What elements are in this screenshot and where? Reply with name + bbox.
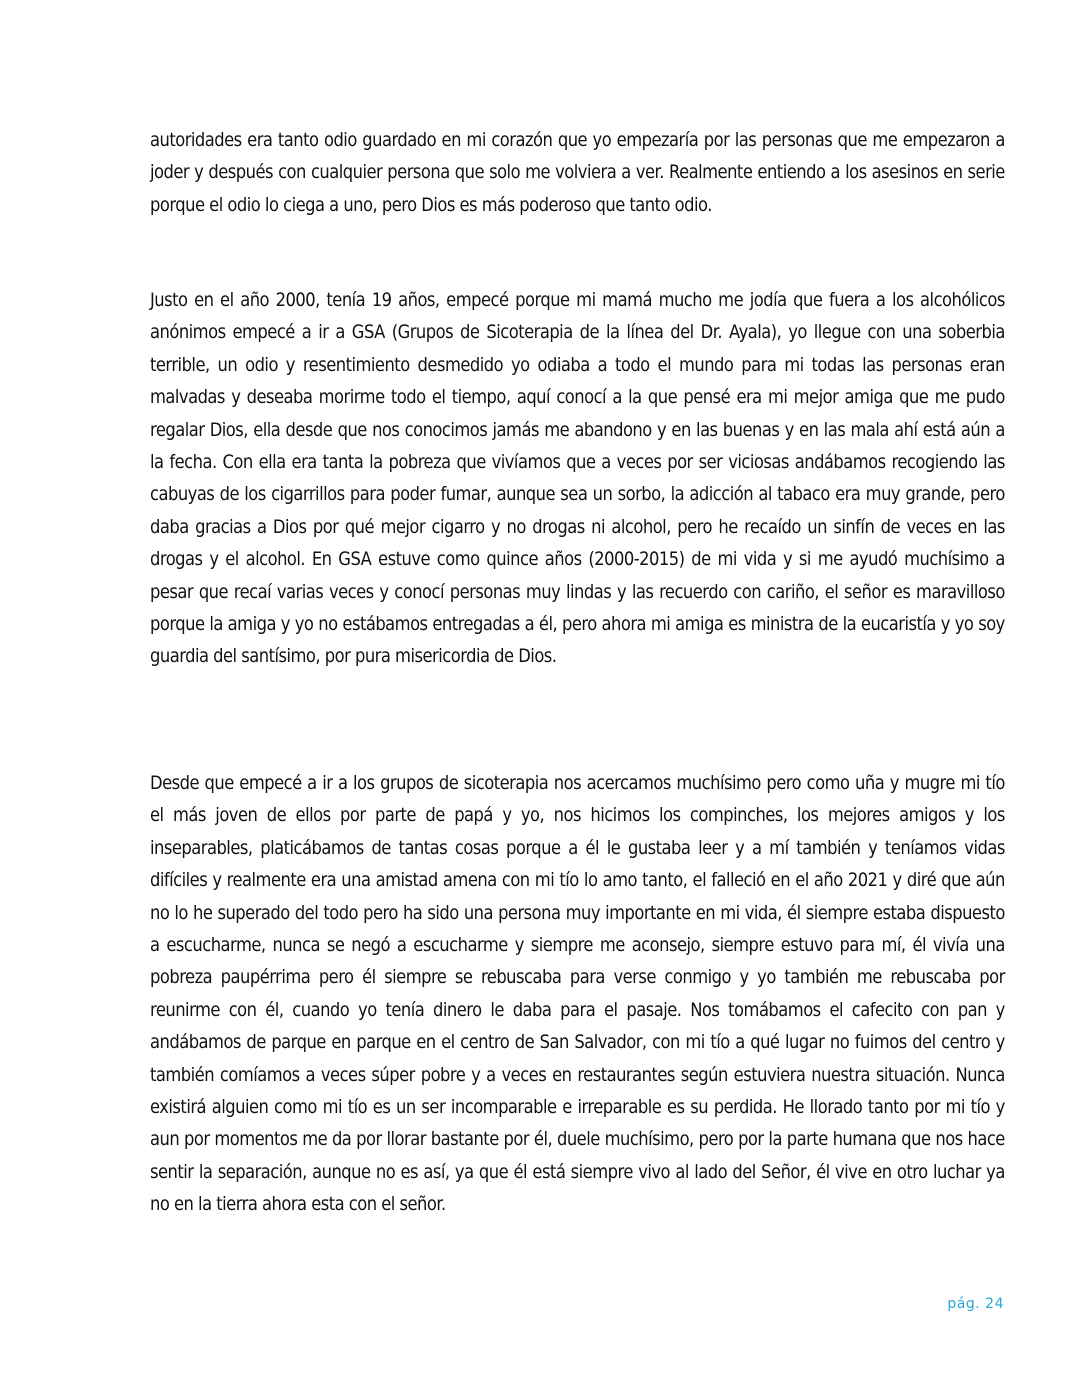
page-number: pág. 24 [947, 1296, 1004, 1312]
paragraph-2: Justo en el año 2000, tenía 19 años, empecé porque mi mamá mucho me jodía que fuera a los alcohólicos anónimos empecé a ir a GSA (Grupos de Sicoterapia de la línea del Dr. Ayala), yo llegue con una soberbia terrible, un odio y resentimiento desmedido yo odiaba a todo el mundo para mi todas las personas eran malvadas y deseaba morirme todo el tiempo, aquí conocí a la que pensé era mi mejor amiga que me pudo regalar Dios, ella desde que nos conocimos jamás me abandono y en las buenas y en las mala ahí está aún a la fecha. Con ella era tanta la pobreza que vivíamos que a veces por ser viciosas andábamos recogiendo las cabuyas de los cigarrillos para poder fumar, aunque sea un sorbo, la adicción al tabaco era muy grande, pero daba gracias a Dios por qué mejor cigarro y no drogas ni alcohol, pero he recaído un sinfín de veces en las drogas y el alcohol. En GSA estuve como quince años (2000-2015) de mi vida y si me ayudó muchísimo a pesar que recaí varias veces y conocí personas muy lindas y las recuerdo con cariño, el señor es maravilloso porque la amiga y yo no estábamos entregadas a él, pero ahora mi amiga es ministra de la eucaristía y yo soy guardia del santísimo, por pura misericordia de Dios. [150, 289, 1005, 668]
paragraph-1: autoridades era tanto odio guardado en mi corazón que yo empezaría por las personas que me empezaron a joder y después con cualquier persona que solo me volviera a ver. Realmente entiendo a los asesinos en serie porque el odio lo ciega a uno, pero Dios es más poderoso que tanto odio. [150, 129, 1005, 216]
paragraph-3: Desde que empecé a ir a los grupos de sicoterapia nos acercamos muchísimo pero como uña y mugre mi tío el más joven de ellos por parte de papá y yo, nos hicimos los compinches, los mejores amigos y los inseparables, platicábamos de tantas cosas porque a él le gustaba leer y a mí también y teníamos vidas difíciles y realmente era una amistad amena con mi tío lo amo tanto, el falleció en el año 2021 y diré que aún no lo he superado del todo pero ha sido una persona muy importante en mi vida, él siempre estaba dispuesto a escucharme, nunca se negó a escucharme y siempre me aconsejo, siempre estuvo para mí, él vivía una pobreza paupérrima pero él siempre se rebuscaba para verse conmigo y yo también me rebuscaba por reunirme con él, cuando yo tenía dinero le daba para el pasaje. Nos tomábamos el cafecito con pan y andábamos de parque en parque en el centro de San Salvador, con mi tío a qué lugar no fuimos del centro y también comíamos a veces súper pobre y a veces en restaurantes según estuviera nuestra situación. Nunca existirá alguien como mi tío es un ser incomparable e irreparable es su perdida. He llorado tanto por mi tío y aun por momentos me da por llorar bastante por él, duele muchísimo, pero por la parte humana que nos hace sentir la separación, aunque no es así, ya que él está siempre vivo al lado del Señor, él vive en otro luchar ya no en la tierra ahora esta con el señor. [150, 772, 1005, 1216]
